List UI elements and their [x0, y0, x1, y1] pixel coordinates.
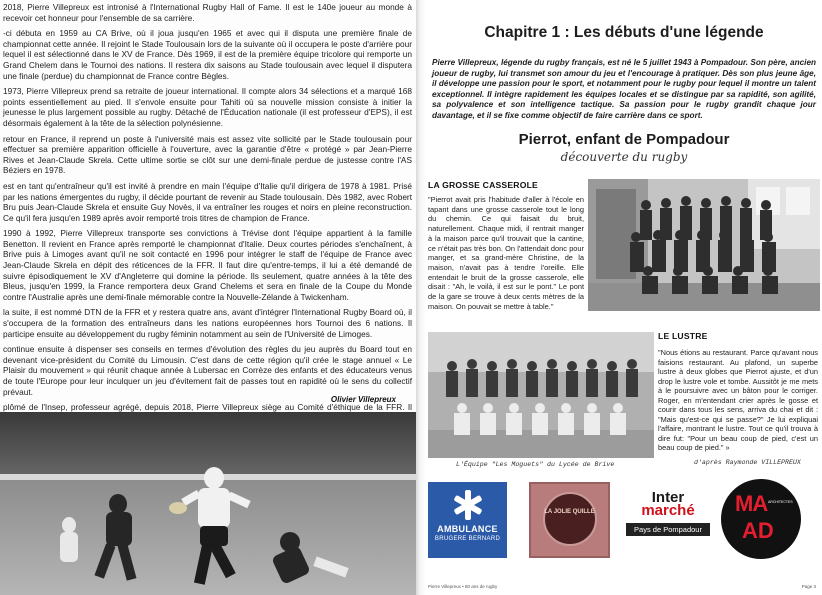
team-photo-group: [588, 179, 820, 311]
lustre-heading: LE LUSTRE: [658, 331, 708, 341]
left-paragraph: continue ensuite à dispenser ses conseils en termes d'évolution des règles du jeu auprès du Board tout en devenant vice-président du Comité du Limousin. C'est dans de cette région qu'il crée le stage annuel « Le Plaisir du mouvement » qui réunit chaque année à Lubersac en Corrèze des enfants et des éducateurs venus de toute l'Europe pour leur inculquer un jeu d'évitement fait de passes tout en rapidité où le sens du collectif prévaut.: [3, 344, 412, 397]
maad-small: ARCHITECTES: [768, 500, 793, 504]
brasserie-emblem-icon: [543, 492, 597, 546]
team-group-illustration: [588, 179, 820, 311]
left-paragraph: -ci débuta en 1959 au CA Brive, où il joua jusqu'en 1965 et avec qui il disputa une première finale de championnat cette année. Il rejoint le Stade Toulousain lors de la suivante où il occupera le poste d'arrière pour lequel il est sélectionné dans le XV de France. Dès 1969, il est de la première équipe tricolore qui remporte un Grand Chelem dans le Tournoi des nations. Il restera dix saisons au Stade toulousain avec lequel il disputera une finale (perdue) du championnat de France contre Bègles.: [3, 28, 412, 81]
team-photo-moguets: [428, 332, 654, 458]
right-page: [426, 0, 822, 595]
left-paragraph: 1990 à 1992, Pierre Villepreux transporte ses convictions à Trévise dont l'équipe appartient à la famille Benetton. Il revient en France après remporté le championnat d'Italie. Deux courtes périodes s'enchaînent, à Brive puis à Limoges avant qu'il ne soit contacté en 1996 pour intégrer le staff de l'équipe de France avec Jean-Claude Skrela en dépit des réticences de la FFR. Il faut dire qu'entre-temps, il lui a été demandé de suivre épisodiquement le XV d'Angleterre qui domine la période. Ils seulement, quatre années à la tête des Bleus, jusqu'en 1999, la France remportera deux Grand Chelems et sera en finale de la Coupe du Monde contre l'Australie après une demi-finale mémorable contre la Nouvelle-Zélande à Twickenham.: [3, 228, 412, 302]
article-title: Pierrot, enfant de Pompadour: [518, 131, 730, 148]
lustre-text: "Nous étions au restaurant. Parce qu'avant nous faisions restaurant. Au plafond, un superbe lustre à deux globes que Pierrot ajuste, et d'un drop le lustre vole et tombe. Aussitôt je me mets à le poursuivre avec un bâton pour le corriger. Roger, en m'entendant crier après le gosse et courir dans tous les sens, arriva du chai et dit : "Mais qu'est-ce qui se passe?" Je lui expliquai l'affaire, montrant le lustre. Tout ce qu'il trouva à dire fut: "Pour un beau coup de pied, c'est un beau coup de pied." »: [658, 348, 818, 452]
rugby-action-photo: [0, 412, 416, 595]
page-number: Page 3: [801, 584, 816, 589]
signature: Olivier Villepreux: [330, 395, 396, 404]
left-paragraph: la suite, il est nommé DTN de la FFR et y restera quatre ans, avant d'intégrer l'International Rugby Board où, il s'occupera de la formation des entraîneurs dans les nations européennes hors Tournoi des 6 nations. Il participe ensuite au développement du rugby féminin notamment au sein de l'Université de Limoges.: [3, 307, 412, 339]
chapter-title: Chapitre 1 : Les débuts d'une légende: [484, 24, 764, 41]
casserole-heading: LA GROSSE CASSEROLE: [428, 180, 538, 190]
intermarche-band: Pays de Pompadour: [626, 523, 710, 536]
star-of-life-icon: [453, 490, 483, 520]
photo-caption: L'Équipe "Les Moguets" du Lycée de Brive: [456, 461, 615, 468]
ambulance-subname: BRUGERE BERNARD: [434, 536, 501, 542]
sponsor-logo-maad: [721, 479, 801, 559]
book-gutter: [416, 0, 426, 595]
sponsor-logo-brasserie: [529, 482, 610, 558]
story-credit: d'après Raymonde VILLEPREUX: [694, 459, 801, 466]
sponsor-logo-ambulance: [428, 482, 507, 558]
footer-left: Pierre Villepreux • 80 ans de rugby: [428, 584, 498, 589]
maad-line2: AD: [742, 518, 774, 543]
intermarche-line1: Inter: [651, 490, 685, 506]
left-paragraph: est en tant qu'entraîneur qu'il est invité à prendre en main l'équipe d'Italie qu'il dirigera de 1978 à 1981. Prisé par les nations émergentes du rugby, il décide pourtant de revenir au Stade toulousain. Dès 1982, avec Robert Bru puis Jean-Claude Skrela et ensuite Guy Novès, il va entraîner les rouges et noirs en pleine reconstruction. Ce qu'il fera jusqu'en 1989 après avoir remporté trois titres de champion de France.: [3, 180, 412, 223]
maad-line1: MA: [735, 491, 768, 516]
left-paragraph: retour en France, il reprend un poste à l'université mais est assez vite sollicité par le Stade toulousain pour effectuer sa première apparition officielle à l'ouverture, avec la garantie d'être « protégé » par Jean-Pierre Rives et Jean-Claude Skrela. Cette ultime sortie se clôt sur une demi-finale perdue de justesse contre l'AS Béziers en 1978.: [3, 133, 412, 176]
brasserie-name: LA JOLIE QUILLE: [544, 509, 595, 515]
article-subtitle: découverte du rugby: [560, 150, 688, 164]
left-paragraph: 1973, Pierre Villepreux prend sa retraite de joueur international. Il compte alors 34 sélections et a marqué 168 points essentiellement au pied. Il s'envole ensuite pour Tahiti où sa nouvelle mission consiste à initier la jeunesse le plus largement possible au rugby. Détaché de l'Éducation nationale (il est professeur d'EPS), il est désormais également à la tête de la sélection polynésienne.: [3, 86, 412, 128]
intermarche-line2: [626, 504, 710, 518]
left-paragraph: plômé de l'Insep, professeur agrégé, depuis 2018, Pierre Villepreux siège au Comité d'éthique de la FFR. Il: [3, 402, 412, 413]
sponsor-logo-intermarche: [626, 490, 710, 552]
left-paragraph: 2018, Pierre Villepreux est intronisé à l'International Rugby Hall of Fame. Il est le 140e joueur au monde à recevoir cet honneur pour l'ensemble de sa carrière.: [3, 2, 412, 23]
moguets-team-illustration: [428, 332, 654, 458]
chapter-intro: Pierre Villepreux, légende du rugby français, est né le 5 juillet 1943 à Pompadour. Son père, ancien joueur de rugby, lui transmet son amour du jeu et l'encourage à pratiquer. Dès son plus jeune âge, il développe une passion pour le sport, et notamment pour le rugby pour lequel il montre un talent exceptionnel. Il intègre rapidement les équipes locales et se distingue par sa rapidité, son agilité, sa polyvalence et son intelligence tactique. Sa passion pour le rugby grandit chaque jour davantage, et il se fixe comme objectif de faire carrière dans ce sport.: [432, 58, 816, 120]
ambulance-name: AMBULANCE: [437, 524, 498, 534]
intermarche-line2-text: marché: [641, 502, 695, 519]
casserole-text: "Pierrot avait pris l'habitude d'aller à l'école en tapant dans une grosse casserole tout le long du chemin. Ce qui faisait du bruit, naturellement. Chaque midi, il rentrait manger à la maison parce qu'il trouvait que la cantine, ce n'était pas très bon. On l'attendait donc pour manger, et sa grand-mère Christine, de la maison, n'avait pas à tendre l'oreille. Elle entendait le bruit de la grosse casserole, elle disait : "Ah, le voilà, il est sur le pont." Le pont de la gare se trouve à deux cents mètres de la maison. On pouvait se mettre à table.": [428, 195, 584, 311]
rugby-action-illustration: [0, 412, 416, 595]
